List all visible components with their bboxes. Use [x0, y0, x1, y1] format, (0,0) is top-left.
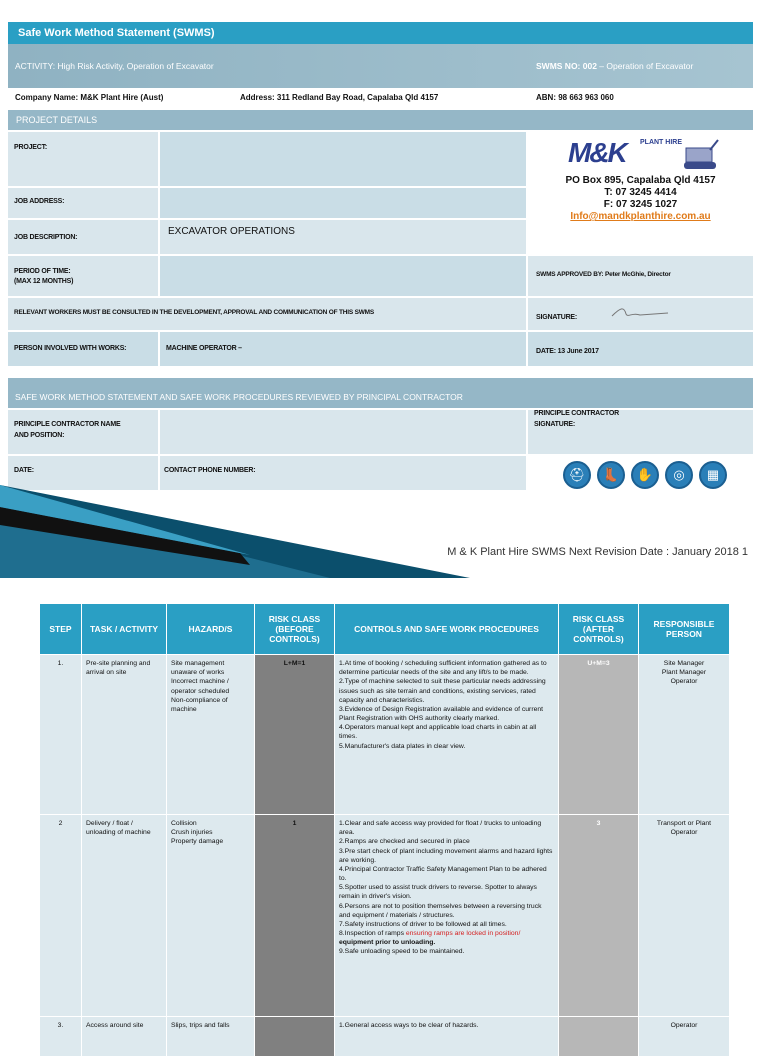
hazard-item: Non-compliance of machine: [171, 696, 228, 713]
hazards-cell: [167, 815, 255, 1017]
table-header-row: [40, 604, 730, 655]
principal-name-label: PRINCIPLE CONTRACTOR NAME: [14, 421, 121, 428]
risk-table-page: [0, 578, 768, 1029]
hazard-item: Site management unaware of works: [171, 660, 225, 677]
control-item: 6.Persons are not to position themselves between a reversing truck and equipment / materials / structures.: [339, 902, 542, 919]
control-item: 4.Operators manual kept and applicable load charts in cabin at all times.: [339, 724, 537, 741]
principal-header: [8, 378, 753, 408]
control-item: 3.Pre start check of plant including movement alarms and hazard lights are working.: [339, 847, 553, 864]
hazard-item: Crush injuries: [171, 829, 213, 837]
responsible-person: Operator: [670, 678, 698, 686]
control-item: 4.Principal Contractor Traffic Safety Management Plan to be adhered to.: [339, 865, 547, 883]
header-risk-before: RISK CLASS (BEFORE CONTROLS): [255, 604, 335, 655]
job-description-value: EXCAVATOR OPERATIONS: [168, 226, 295, 237]
title-bar: [8, 22, 753, 44]
job-address-label-cell: [8, 188, 158, 218]
project-value[interactable]: [160, 132, 526, 186]
hazard-item: Incorrect machine / operator scheduled: [171, 678, 230, 695]
control-item: 3.Evidence of Design Registration available and evidence of current Plant Registration with OHS authority clearly marked.: [339, 705, 544, 723]
signature-mark: [610, 304, 670, 322]
table-row: [40, 655, 730, 815]
responsible-cell: [639, 815, 730, 1017]
principal-section-title: SAFE WORK METHOD STATEMENT AND SAFE WORK PROCEDURES REVIEWED BY PRINCIPAL CONTRACTOR: [15, 392, 463, 402]
person-value: MACHINE OPERATOR –: [166, 345, 242, 352]
responsible-cell: [639, 1017, 730, 1057]
task-activity: Pre-site planning and arrival on site: [82, 655, 167, 815]
hearing-protection-icon: ◎: [665, 461, 693, 489]
header-responsible: RESPONSIBLE PERSON: [639, 604, 730, 655]
header-hazards: HAZARD/S: [167, 604, 255, 655]
activity-text: ACTIVITY: High Risk Activity, Operation of Excavator: [15, 61, 214, 71]
responsible-person: Operator: [670, 1022, 698, 1029]
swms-number-suffix: – Operation of Excavator: [596, 61, 694, 71]
project-label-cell: [8, 132, 158, 186]
job-description-label: JOB DESCRIPTION:: [14, 234, 78, 241]
header-controls: CONTROLS AND SAFE WORK PROCEDURES: [335, 604, 559, 655]
risk-after: U+M=3: [559, 655, 639, 815]
control-item: 2.Type of machine selected to suit these particular needs addressing issues such as site terrain and conditions, existing services, rated capacity and characteristics.: [339, 678, 546, 704]
gloves-icon: ✋: [631, 461, 659, 489]
control-item: 1.General access ways to be clear of hazards.: [339, 1022, 479, 1029]
footer-revision: M & K Plant Hire SWMS Next Revision Date : January 2018 1: [447, 546, 748, 558]
control-item: [339, 929, 554, 947]
project-label: PROJECT:: [14, 144, 48, 151]
table-row: [40, 815, 730, 1017]
logo-subtext: PLANT HIRE: [640, 139, 682, 146]
company-row: [8, 88, 753, 110]
control-item: 2.Ramps are checked and secured in place: [339, 838, 470, 846]
consult-row: [8, 298, 526, 330]
job-description-label-cell: [8, 220, 158, 254]
job-address-value[interactable]: [160, 188, 526, 218]
swms-number-prefix: SWMS NO: 002: [536, 61, 597, 71]
principal-name-label-cell: [8, 410, 158, 454]
period-value[interactable]: [160, 256, 526, 296]
principal-signature-label-2: SIGNATURE:: [534, 421, 576, 428]
hi-vis-vest-icon: ▦: [699, 461, 727, 489]
person-value-cell: [160, 332, 526, 366]
company-logo: [568, 134, 718, 174]
responsible-person: Site Manager: [663, 660, 705, 667]
table-row: [40, 1017, 730, 1057]
hazard-item: Slips, trips and falls: [171, 1022, 230, 1029]
project-details-title: PROJECT DETAILS: [16, 115, 98, 125]
document-title: Safe Work Method Statement (SWMS): [18, 27, 215, 39]
risk-after: 3: [559, 815, 639, 1017]
company-abn: ABN: 98 663 963 060: [536, 93, 614, 102]
company-info-block: [528, 132, 753, 254]
principal-name-label-2: AND POSITION:: [14, 432, 65, 439]
principal-name-value[interactable]: [160, 410, 526, 454]
approved-by-cell: [528, 256, 753, 296]
company-fax: F: 07 3245 1027: [603, 199, 678, 210]
person-label-cell: [8, 332, 158, 366]
activity-bar: [8, 44, 753, 88]
safety-boots-icon: 👢: [597, 461, 625, 489]
hazard-item: Property damage: [171, 838, 224, 846]
excavator-graphic-icon: [680, 136, 720, 172]
principal-signature-cell: [528, 410, 753, 454]
company-po-box: PO Box 895, Capalaba Qld 4157: [565, 175, 716, 186]
control-item-text: 8.Inspection of ramps: [339, 930, 406, 938]
approval-date: DATE: 13 June 2017: [536, 348, 599, 355]
decorative-swoosh: [0, 485, 470, 578]
responsible-person: Plant Manager: [661, 669, 707, 677]
principal-phone-label: CONTACT PHONE NUMBER:: [164, 467, 256, 474]
hazards-cell: [167, 655, 255, 815]
project-details-header: [8, 110, 753, 130]
principal-date-label: DATE:: [14, 467, 34, 474]
control-item: 5.Spotter used to assist truck drivers to reverse. Spotter to always remain in driver's vision.: [339, 884, 537, 901]
control-item: 1.At time of booking / scheduling sufficient information gathered as to determine particular needs of the site and any lift/s to be made.: [339, 660, 547, 677]
control-item: 9.Safe unloading speed to be maintained.: [339, 948, 465, 956]
step-number: 2: [40, 815, 82, 1017]
step-number: 3.: [40, 1017, 82, 1057]
risk-before: 1: [255, 815, 335, 1017]
control-item: 5.Manufacturer's data plates in clear view.: [339, 742, 466, 750]
risk-after: [559, 1017, 639, 1057]
hard-hat-icon: ⛑: [563, 461, 591, 489]
control-item-bold: equipment prior to unloading.: [339, 939, 436, 947]
signature-cell: [528, 298, 753, 330]
task-activity: Access around site: [82, 1017, 167, 1057]
company-name: Company Name: M&K Plant Hire (Aust): [15, 93, 164, 102]
risk-before: [255, 1017, 335, 1057]
signature-label: SIGNATURE:: [536, 314, 578, 321]
principal-signature-label: PRINCIPLE CONTRACTOR: [534, 410, 619, 417]
header-step: STEP: [40, 604, 82, 655]
job-description-value-cell: [160, 220, 526, 254]
date-cell: [528, 332, 753, 366]
step-number: 1.: [40, 655, 82, 815]
consult-text: RELEVANT WORKERS MUST BE CONSULTED IN THE DEVELOPMENT, APPROVAL AND COMMUNICATION OF THIS SWMS: [14, 309, 375, 316]
job-address-label: JOB ADDRESS:: [14, 198, 65, 205]
risk-before: L+M=1: [255, 655, 335, 815]
hazards-cell: [167, 1017, 255, 1057]
person-label: PERSON INVOLVED WITH WORKS:: [14, 345, 127, 352]
control-item-highlight: ensuring ramps are locked in position/: [405, 930, 521, 938]
logo-text: M&K: [568, 137, 626, 168]
company-phone: T: 07 3245 4414: [604, 187, 677, 198]
period-label-cell: [8, 256, 158, 296]
control-item: 7.Safety instructions of driver to be followed at all times.: [339, 920, 507, 928]
swms-risk-table: [39, 603, 730, 1057]
task-activity: Delivery / float / unloading of machine: [82, 815, 167, 1017]
responsible-cell: [639, 655, 730, 815]
period-label: PERIOD OF TIME:: [14, 268, 71, 275]
hazard-item: Collision: [171, 820, 197, 827]
responsible-person: Transport or Plant Operator: [656, 820, 712, 837]
controls-cell: [335, 1017, 559, 1057]
company-email-link[interactable]: Info@mandkplanthire.com.au: [570, 211, 711, 222]
control-item: 1.Clear and safe access way provided for float / trucks to unloading area.: [339, 820, 542, 837]
company-address: Address: 311 Redland Bay Road, Capalaba Qld 4157: [240, 93, 439, 102]
approved-by: SWMS APPROVED BY: Peter McGhie, Director: [536, 271, 671, 278]
controls-cell: [335, 815, 559, 1017]
period-label-max: (MAX 12 MONTHS): [14, 278, 74, 285]
header-risk-after: RISK CLASS (AFTER CONTROLS): [559, 604, 639, 655]
controls-cell: [335, 655, 559, 815]
header-task: TASK / ACTIVITY: [82, 604, 167, 655]
swms-number: [536, 61, 693, 71]
